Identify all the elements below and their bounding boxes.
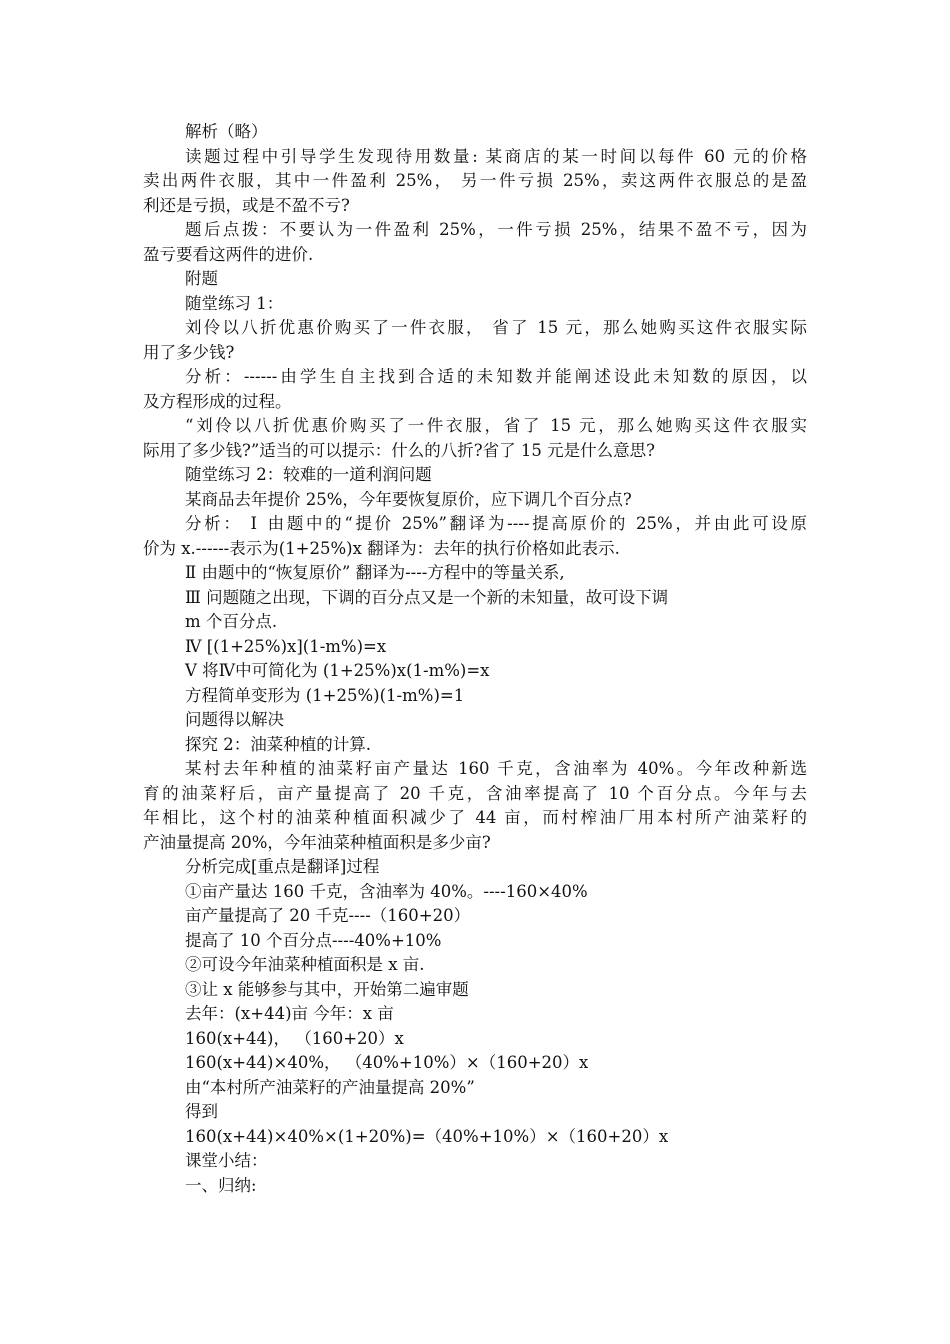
text-line: 刘伶以八折优惠价购买了一件衣服， 省了 15 元，那么她购买这件衣服实际 — [185, 318, 807, 337]
text-line: 及方程形成的过程。 — [143, 391, 292, 411]
text-line: 160(x+44)， （160+20）x — [185, 1028, 404, 1048]
text-line: 去年：(x+44)亩 今年：x 亩 — [185, 1004, 394, 1023]
text-line: ③让 x 能够参与其中，开始第二遍审题 — [185, 979, 469, 999]
text-line: Ⅲ 问题随之出现，下调的百分点又是一个新的未知量，故可设下调 — [185, 587, 669, 607]
text-line: 分析完成[重点是翻译]过程 — [185, 857, 380, 876]
text-line: 育的油菜籽后，亩产量提高了 20 千克，含油率提高了 10 个百分点。今年与去 — [143, 783, 807, 803]
text-line: 年相比，这个村的油菜种植面积减少了 44 亩，而村榨油厂用本村所产油菜籽的 — [143, 808, 807, 827]
text-line: 分析：------由学生自主找到合适的未知数并能阐述设此未知数的原因，以 — [185, 367, 807, 386]
text-line: 某村去年种植的油菜籽亩产量达 160 千克，含油率为 40%。今年改种新选 — [185, 759, 807, 778]
text-line: ①亩产量达 160 千克，含油率为 40%。----160×40% — [185, 881, 588, 901]
text-line: 分析： Ⅰ 由题中的“提价 25%”翻译为----提高原价的 25%，并由此可设原 — [185, 514, 807, 533]
text-line: 由“本村所产油菜籽的产油量提高 20%” — [185, 1077, 475, 1097]
text-line: 问题得以解决 — [185, 710, 284, 729]
text-line: 用了多少钱? — [143, 342, 235, 362]
text-line: 际用了多少钱?”适当的可以提示：什么的八折?省了 15 元是什么意思? — [143, 440, 655, 460]
text-line: 利还是亏损，或是不盈不亏? — [143, 195, 350, 215]
text-line: 随堂练习 2：较难的一道利润问题 — [185, 465, 432, 484]
text-line: 随堂练习 1： — [185, 293, 284, 313]
text-line: ②可设今年油菜种植面积是 x 亩. — [185, 955, 425, 974]
text-line: Ⅳ [(1+25%)x](1-m%)=x — [185, 636, 387, 656]
text-line: 读题过程中引导学生发现待用数量: 某商店的某一时间以每件 60 元的价格 — [185, 146, 807, 166]
text-line: 解析（略） — [185, 122, 268, 141]
text-line: 附题 — [185, 269, 218, 288]
text-line: 亩产量提高了 20 千克----（160+20） — [185, 906, 471, 925]
text-line: 卖出两件衣服，其中一件盈利 25%， 另一件亏损 25%，卖这两件衣服总的是盈 — [143, 171, 807, 190]
text-line: 产油量提高 20%，今年油菜种植面积是多少亩? — [143, 832, 491, 852]
text-line: 题后点拨：不要认为一件盈利 25%，一件亏损 25%，结果不盈不亏，因为 — [185, 220, 807, 239]
text-line: 某商品去年提价 25%，今年要恢复原价，应下调几个百分点? — [185, 489, 632, 509]
text-line: 得到 — [185, 1102, 218, 1121]
text-line: 160(x+44)×40%×(1+20%)=（40%+10%）×（160+20）x — [185, 1126, 669, 1146]
text-line: m 个百分点. — [185, 612, 278, 631]
text-line: Ⅱ 由题中的“恢复原价” 翻译为----方程中的等量关系, — [185, 563, 565, 582]
text-line: 提高了 10 个百分点----40%+10% — [185, 930, 442, 950]
text-line: 探究 2：油菜种植的计算. — [185, 734, 371, 754]
text-line: 盈亏要看这两件的进价. — [143, 244, 314, 264]
text-line: 方程简单变形为 (1+25%)(1-m%)=1 — [185, 685, 465, 705]
text-line: 160(x+44)×40%， （40%+10%）×（160+20）x — [185, 1053, 589, 1072]
text-line: “刘伶以八折优惠价购买了一件衣服，省了 15 元，那么她购买这件衣服实 — [185, 416, 807, 435]
text-line: 价为 x.------表示为(1+25%)x 翻译为：去年的执行价格如此表示. — [143, 538, 620, 558]
text-line: Ⅴ 将Ⅳ中可简化为 (1+25%)x(1-m%)=x — [185, 661, 490, 680]
text-line: 一、归纳: — [185, 1175, 257, 1195]
text-line: 课堂小结： — [185, 1151, 268, 1170]
